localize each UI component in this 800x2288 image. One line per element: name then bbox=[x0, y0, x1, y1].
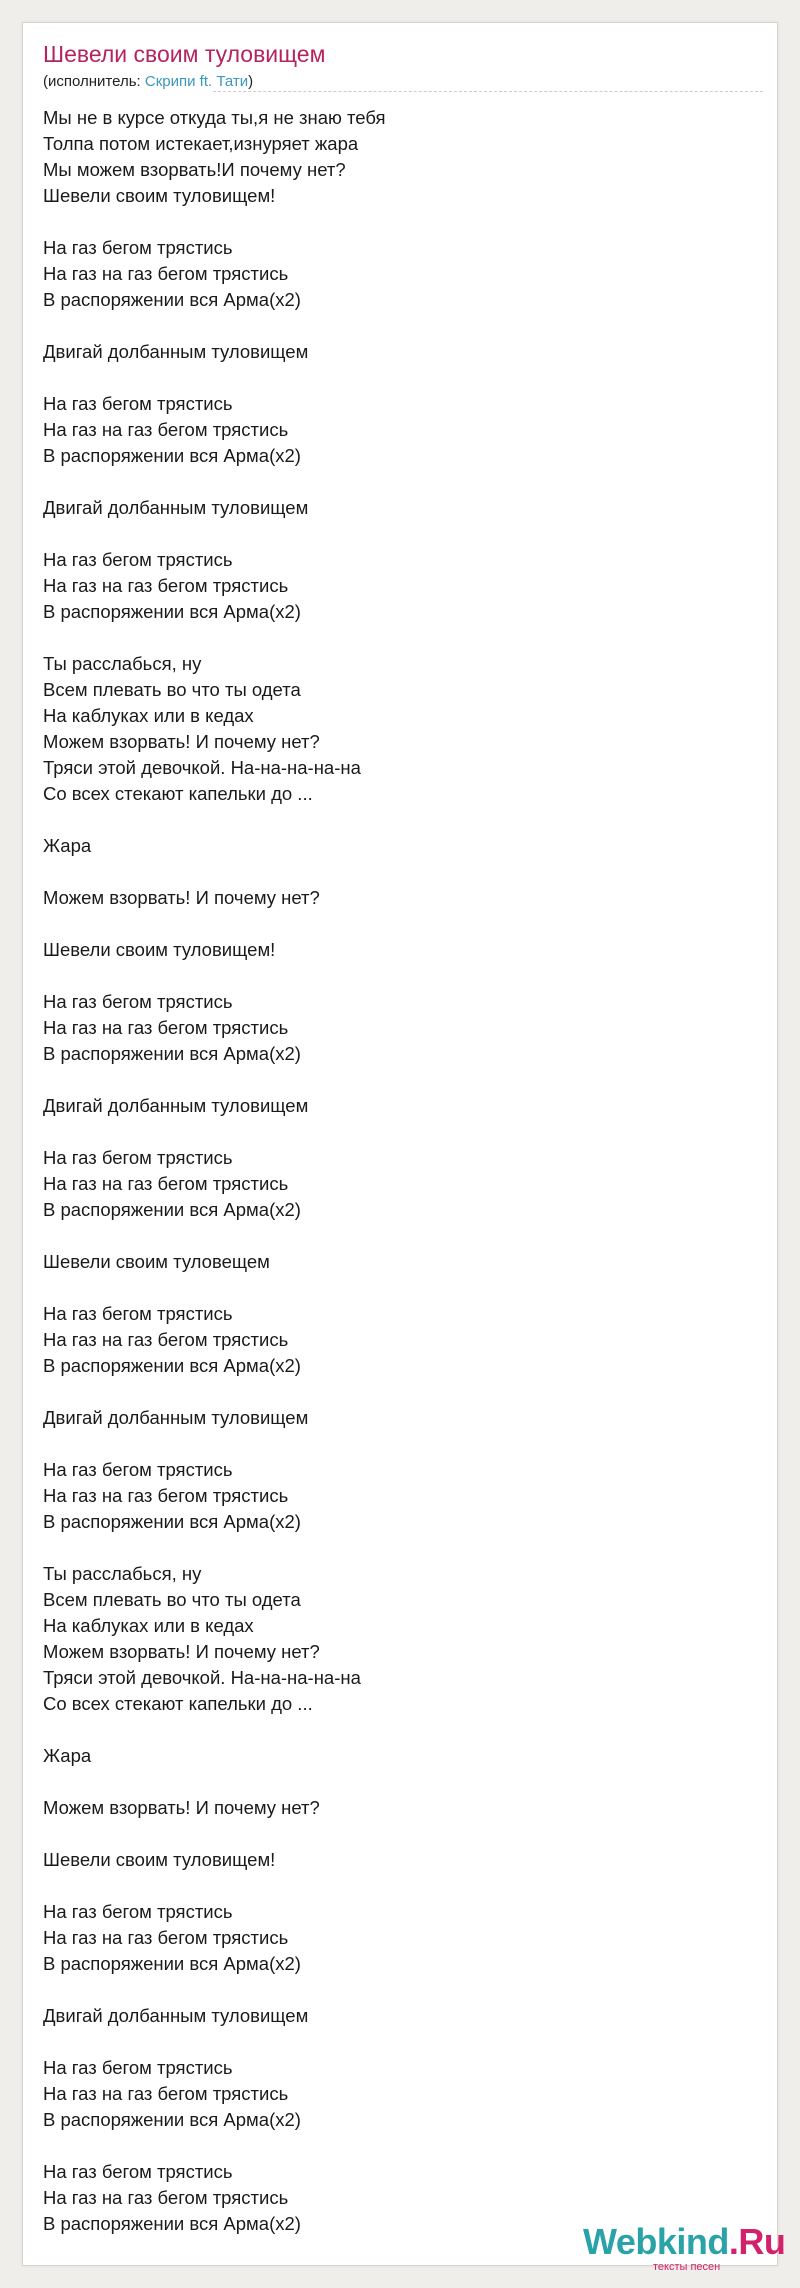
lyric-blank-line bbox=[43, 807, 743, 833]
lyric-line: На газ на газ бегом трястись bbox=[43, 575, 289, 596]
lyric-line: Жара bbox=[43, 1745, 92, 1766]
lyric-line: На газ на газ бегом трястись bbox=[43, 2187, 289, 2208]
artist-link[interactable]: Скрипи ft. Тати bbox=[144, 73, 249, 90]
lyric-blank-line bbox=[43, 1873, 743, 1899]
lyric-line: Шевели своим туловещем bbox=[43, 1251, 270, 1272]
site-logo[interactable] bbox=[583, 2221, 786, 2273]
lyric-line: Со всех стекают капельки до ... bbox=[43, 1693, 313, 1714]
lyric-line: Двигай долбанным туловищем bbox=[43, 497, 309, 518]
lyric-blank-line bbox=[43, 1535, 743, 1561]
lyric-blank-line bbox=[43, 209, 743, 235]
lyric-line: На газ бегом трястись bbox=[43, 2161, 233, 2182]
lyric-line: Шевели своим туловищем! bbox=[43, 939, 276, 960]
lyric-line: В распоряжении вся Арма(х2) bbox=[43, 601, 301, 622]
performer-prefix: (исполнитель: bbox=[43, 73, 145, 90]
lyric-blank-line bbox=[43, 365, 743, 391]
lyric-line: На газ на газ бегом трястись bbox=[43, 419, 289, 440]
lyric-blank-line bbox=[43, 911, 743, 937]
lyric-blank-line bbox=[43, 2029, 743, 2055]
lyric-line: Мы можем взорвать!И почему нет? bbox=[43, 159, 346, 180]
lyric-line: На газ бегом трястись bbox=[43, 237, 233, 258]
lyric-line: На газ на газ бегом трястись bbox=[43, 263, 289, 284]
header-divider bbox=[213, 91, 763, 92]
lyric-line: На газ бегом трястись bbox=[43, 991, 233, 1012]
lyric-line: В распоряжении вся Арма(х2) bbox=[43, 1199, 301, 1220]
lyric-line: На газ бегом трястись bbox=[43, 1303, 233, 1324]
lyrics-card bbox=[22, 22, 786, 2273]
lyric-line: На газ на газ бегом трястись bbox=[43, 2083, 289, 2104]
performer-line bbox=[43, 73, 253, 90]
lyric-line: На газ на газ бегом трястись bbox=[43, 1927, 289, 1948]
lyric-line: Двигай долбанным туловищем bbox=[43, 341, 309, 362]
lyric-line: В распоряжении вся Арма(х2) bbox=[43, 445, 301, 466]
lyric-line: Ты расслабься, ну bbox=[43, 653, 202, 674]
lyric-blank-line bbox=[43, 469, 743, 495]
lyric-line: Ты расслабься, ну bbox=[43, 1563, 202, 1584]
lyric-line: Двигай долбанным туловищем bbox=[43, 1095, 309, 1116]
song-title: Шевели своим туловищем bbox=[43, 41, 326, 67]
lyric-line: Шевели своим туловищем! bbox=[43, 1849, 276, 1870]
lyric-blank-line bbox=[43, 859, 743, 885]
lyric-line: Всем плевать во что ты одета bbox=[43, 679, 301, 700]
logo-tagline: тексты песен bbox=[653, 2261, 721, 2273]
lyric-line: На газ на газ бегом трястись bbox=[43, 1485, 289, 1506]
lyric-blank-line bbox=[43, 963, 743, 989]
lyric-line: Толпа потом истекает,изнуряет жара bbox=[43, 133, 359, 154]
lyric-blank-line bbox=[43, 625, 743, 651]
lyric-line: В распоряжении вся Арма(х2) bbox=[43, 1355, 301, 1376]
logo-name: Webkind bbox=[583, 2221, 729, 2262]
lyric-blank-line bbox=[43, 1067, 743, 1093]
lyric-line: Мы не в курсе откуда ты,я не знаю тебя bbox=[43, 107, 386, 128]
lyric-blank-line bbox=[43, 1769, 743, 1795]
lyric-line: На газ бегом трястись bbox=[43, 1147, 233, 1168]
logo-tld: .Ru bbox=[728, 2221, 786, 2262]
lyric-line: Всем плевать во что ты одета bbox=[43, 1589, 301, 1610]
lyric-blank-line bbox=[43, 1379, 743, 1405]
lyric-line: Шевели своим туловищем! bbox=[43, 185, 276, 206]
lyric-line: На каблуках или в кедах bbox=[43, 705, 254, 726]
performer-suffix: ) bbox=[248, 73, 254, 90]
lyric-blank-line bbox=[43, 1821, 743, 1847]
lyric-line: Двигай долбанным туловищем bbox=[43, 2005, 309, 2026]
lyric-line: В распоряжении вся Арма(х2) bbox=[43, 1953, 301, 1974]
lyric-line: Можем взорвать! И почему нет? bbox=[43, 731, 320, 752]
lyric-line: На газ на газ бегом трястись bbox=[43, 1017, 289, 1038]
lyric-line: На газ бегом трястись bbox=[43, 1459, 233, 1480]
lyric-blank-line bbox=[43, 1119, 743, 1145]
lyric-blank-line bbox=[43, 1275, 743, 1301]
lyric-line: В распоряжении вся Арма(х2) bbox=[43, 289, 301, 310]
lyric-line: Двигай долбанным туловищем bbox=[43, 1407, 309, 1428]
lyric-blank-line bbox=[43, 2133, 743, 2159]
lyric-line: В распоряжении вся Арма(х2) bbox=[43, 1043, 301, 1064]
lyric-line: На газ бегом трястись bbox=[43, 1901, 233, 1922]
lyric-line: На газ на газ бегом трястись bbox=[43, 1173, 289, 1194]
lyric-blank-line bbox=[43, 1977, 743, 2003]
lyric-blank-line bbox=[43, 1717, 743, 1743]
lyric-line: На газ бегом трястись bbox=[43, 393, 233, 414]
lyric-line: Можем взорвать! И почему нет? bbox=[43, 1797, 320, 1818]
lyric-blank-line bbox=[43, 1223, 743, 1249]
lyric-line: Со всех стекают капельки до ... bbox=[43, 783, 313, 804]
lyric-line: Можем взорвать! И почему нет? bbox=[43, 887, 320, 908]
lyric-line: Жара bbox=[43, 835, 92, 856]
lyric-line: В распоряжении вся Арма(х2) bbox=[43, 2109, 301, 2130]
lyric-blank-line bbox=[43, 521, 743, 547]
lyric-line: Тряси этой девочкой. На-на-на-на-на bbox=[43, 1667, 361, 1688]
lyrics-text bbox=[43, 105, 743, 2237]
lyric-line: На газ бегом трястись bbox=[43, 549, 233, 570]
lyric-line: Можем взорвать! И почему нет? bbox=[43, 1641, 320, 1662]
lyric-blank-line bbox=[43, 313, 743, 339]
lyric-line: На каблуках или в кедах bbox=[43, 1615, 254, 1636]
lyric-line: В распоряжении вся Арма(х2) bbox=[43, 2213, 301, 2234]
lyric-line: На газ бегом трястись bbox=[43, 2057, 233, 2078]
lyric-line: В распоряжении вся Арма(х2) bbox=[43, 1511, 301, 1532]
lyric-line: Тряси этой девочкой. На-на-на-на-на bbox=[43, 757, 361, 778]
logo-wordmark bbox=[583, 2221, 785, 2263]
lyric-line: На газ на газ бегом трястись bbox=[43, 1329, 289, 1350]
lyric-blank-line bbox=[43, 1431, 743, 1457]
